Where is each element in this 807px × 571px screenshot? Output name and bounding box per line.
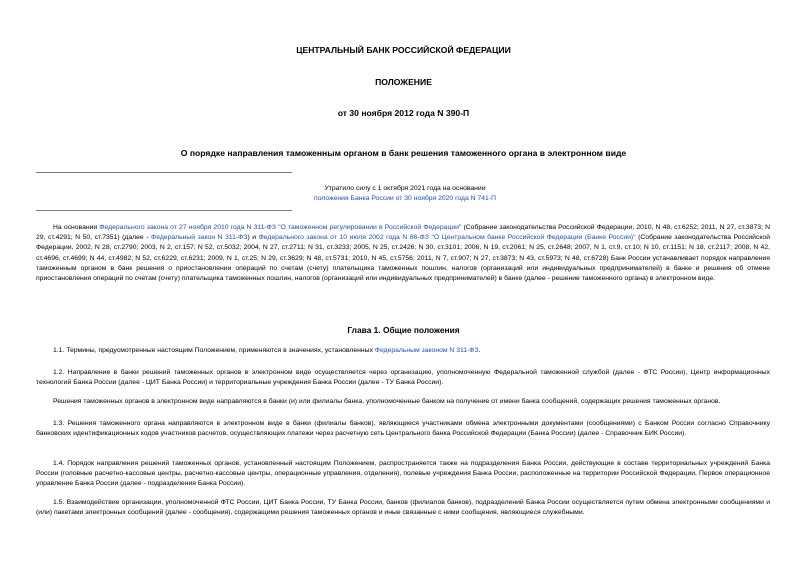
status-link[interactable]: положения Банка России от 30 ноября 2020 года N 741-П (314, 195, 496, 202)
doc-type: ПОЛОЖЕНИЕ (375, 77, 432, 87)
preamble-text-2: (Собрание законодательства Российской Федерации, 2010, N 48, ст.6252; 2011, N 27, ст.3873; N 29, ст.4291; N 50, ст.7351) (далее - (36, 224, 770, 242)
preamble-text-1: На основании (53, 224, 100, 231)
paragraph-1-1-end: . (478, 347, 481, 354)
doc-title: О порядке направления таможенным органом в банк решения таможенного органа в электронном виде (180, 148, 627, 158)
status-note (300, 184, 510, 204)
law-311-short-link[interactable]: Федеральный закон N 311-ФЗ (151, 234, 248, 242)
preamble-paragraph (36, 223, 770, 284)
status-line: Утратило силу с 1 октября 2021 года на основании (324, 185, 486, 192)
paragraph-1-2b: Решения таможенных органов в электронном виде направляются в банки (и) или филиалы банка, уполномоченные банком на получение от имени банка сообщений, содержащих решения таможенных органов. (53, 398, 721, 405)
chapter-title: Глава 1. Общие положения (347, 325, 460, 335)
doc-date: от 30 ноября 2012 года N 390-П (337, 108, 470, 118)
paragraph-1-1 (36, 346, 770, 356)
paragraph-1-5: 1.5. Взаимодействие организации, уполномоченной ФТС России, ЦИТ Банка России, ТУ Банка России, банков (филиалов банков), подразделений Банка России осуществляется путем обмена электронными сообщениями и (или) пакетами электронных сообщений (далее - сообщения), содержащими решения таможенных органов и иные связанные с ними сообщения, являющиеся служебными. (36, 499, 770, 517)
preamble-text-3: ) и (247, 234, 259, 242)
law-311-ref-link[interactable]: Федеральным законом N 311-ФЗ (374, 347, 479, 354)
bank-name: ЦЕНТРАЛЬНЫЙ БАНК РОССИЙСКОЙ ФЕДЕРАЦИИ (296, 45, 511, 55)
paragraph-1-1-text: 1.1. Термины, предусмотренные настоящим Положением, применяются в значениях, установленных (53, 347, 375, 354)
law-86-link[interactable]: Федерального закона от 10 июля 2002 года N 86-ФЗ "О Центральном банке Российской Федерации (Банке России)" (258, 234, 636, 242)
divider-top (36, 172, 292, 173)
paragraph-1-4: 1.4. Порядок направления решений таможенных органов, установленный настоящим Положением, распространяется также на подразделения Банка России, действующие в составе территориальных учреждений Банка России (головные расчетно-кассовые центры, расчетно-кассовые центры, операционные управления, отделения), полевые учреждения Банка России, расположенные на территории Российской Федерации, Первое операционное управление Банка России (далее - подразделения Банка России). (36, 460, 770, 488)
preamble-text-4: (Собрание законодательства Российской Федерации, 2002, N 28, ст.2790; 2003, N 2, ст.157; N 52, ст.5032; 2004, N 27, ст.2711; N 31, ст.3233; 2005, N 25, ст.2426; N 30, ст.3101; 2006, N 19, ст.2061; N 25, ст.2648; 2007, N 1, ст.9, ст.10; N 10, ст.1151; N 18, ст.2117; 2008, N 42, ст.4696, ст.4699; N 44, ст.4982; N 52, ст.6229, ст.6231; 2009, N 1, ст.25; N 29, ст.3629; N 48, ст.5731; 2010, N 45, ст.5756; 2011, N 7, ст.907; N 27, ст.3873; N 43, ст.5973; N 48, ст.6728) Банк России устанавливает порядок направления таможенным органом в банк решения о приостановлении операций по счетам (счету) плательщика таможенных пошлин, налогов (организаций или индивидуальных предпринимателей) в банке и решения об отмене приостановления операций по счетам (счету) плательщика таможенных пошлин, налогов (организаций или индивидуальных предпринимателей) в банке (далее - решение таможенного органа) в электронном виде. (36, 234, 770, 283)
divider-bottom (36, 210, 292, 211)
paragraph-1-2: 1.2. Направление в банки решений таможенных органов в электронном виде осуществляется через организацию, уполномоченную Федеральной таможенной службой (далее - ФТС России), Центр информационных технологий Банка России (далее - ЦИТ Банка России) и территориальные учреждения Банка России (далее - ТУ Банка России). (36, 369, 770, 387)
law-311-link[interactable]: Федерального закона от 27 ноября 2010 года N 311-ФЗ "О таможенном регулировании в Российской Федерации" (99, 224, 462, 231)
paragraph-1-3: 1.3. Решения таможенного органа направляются в электронном виде в банки (филиалы банков), являющиеся участниками обмена электронными документами (сообщениями) с Банком России согласно Справочнику банковских идентификационных кодов участников расчетов, осуществляющих платежи через расчетную сеть Центрального банка Российской Федерации (Банка России) (далее - Справочник БИК России). (36, 420, 770, 438)
